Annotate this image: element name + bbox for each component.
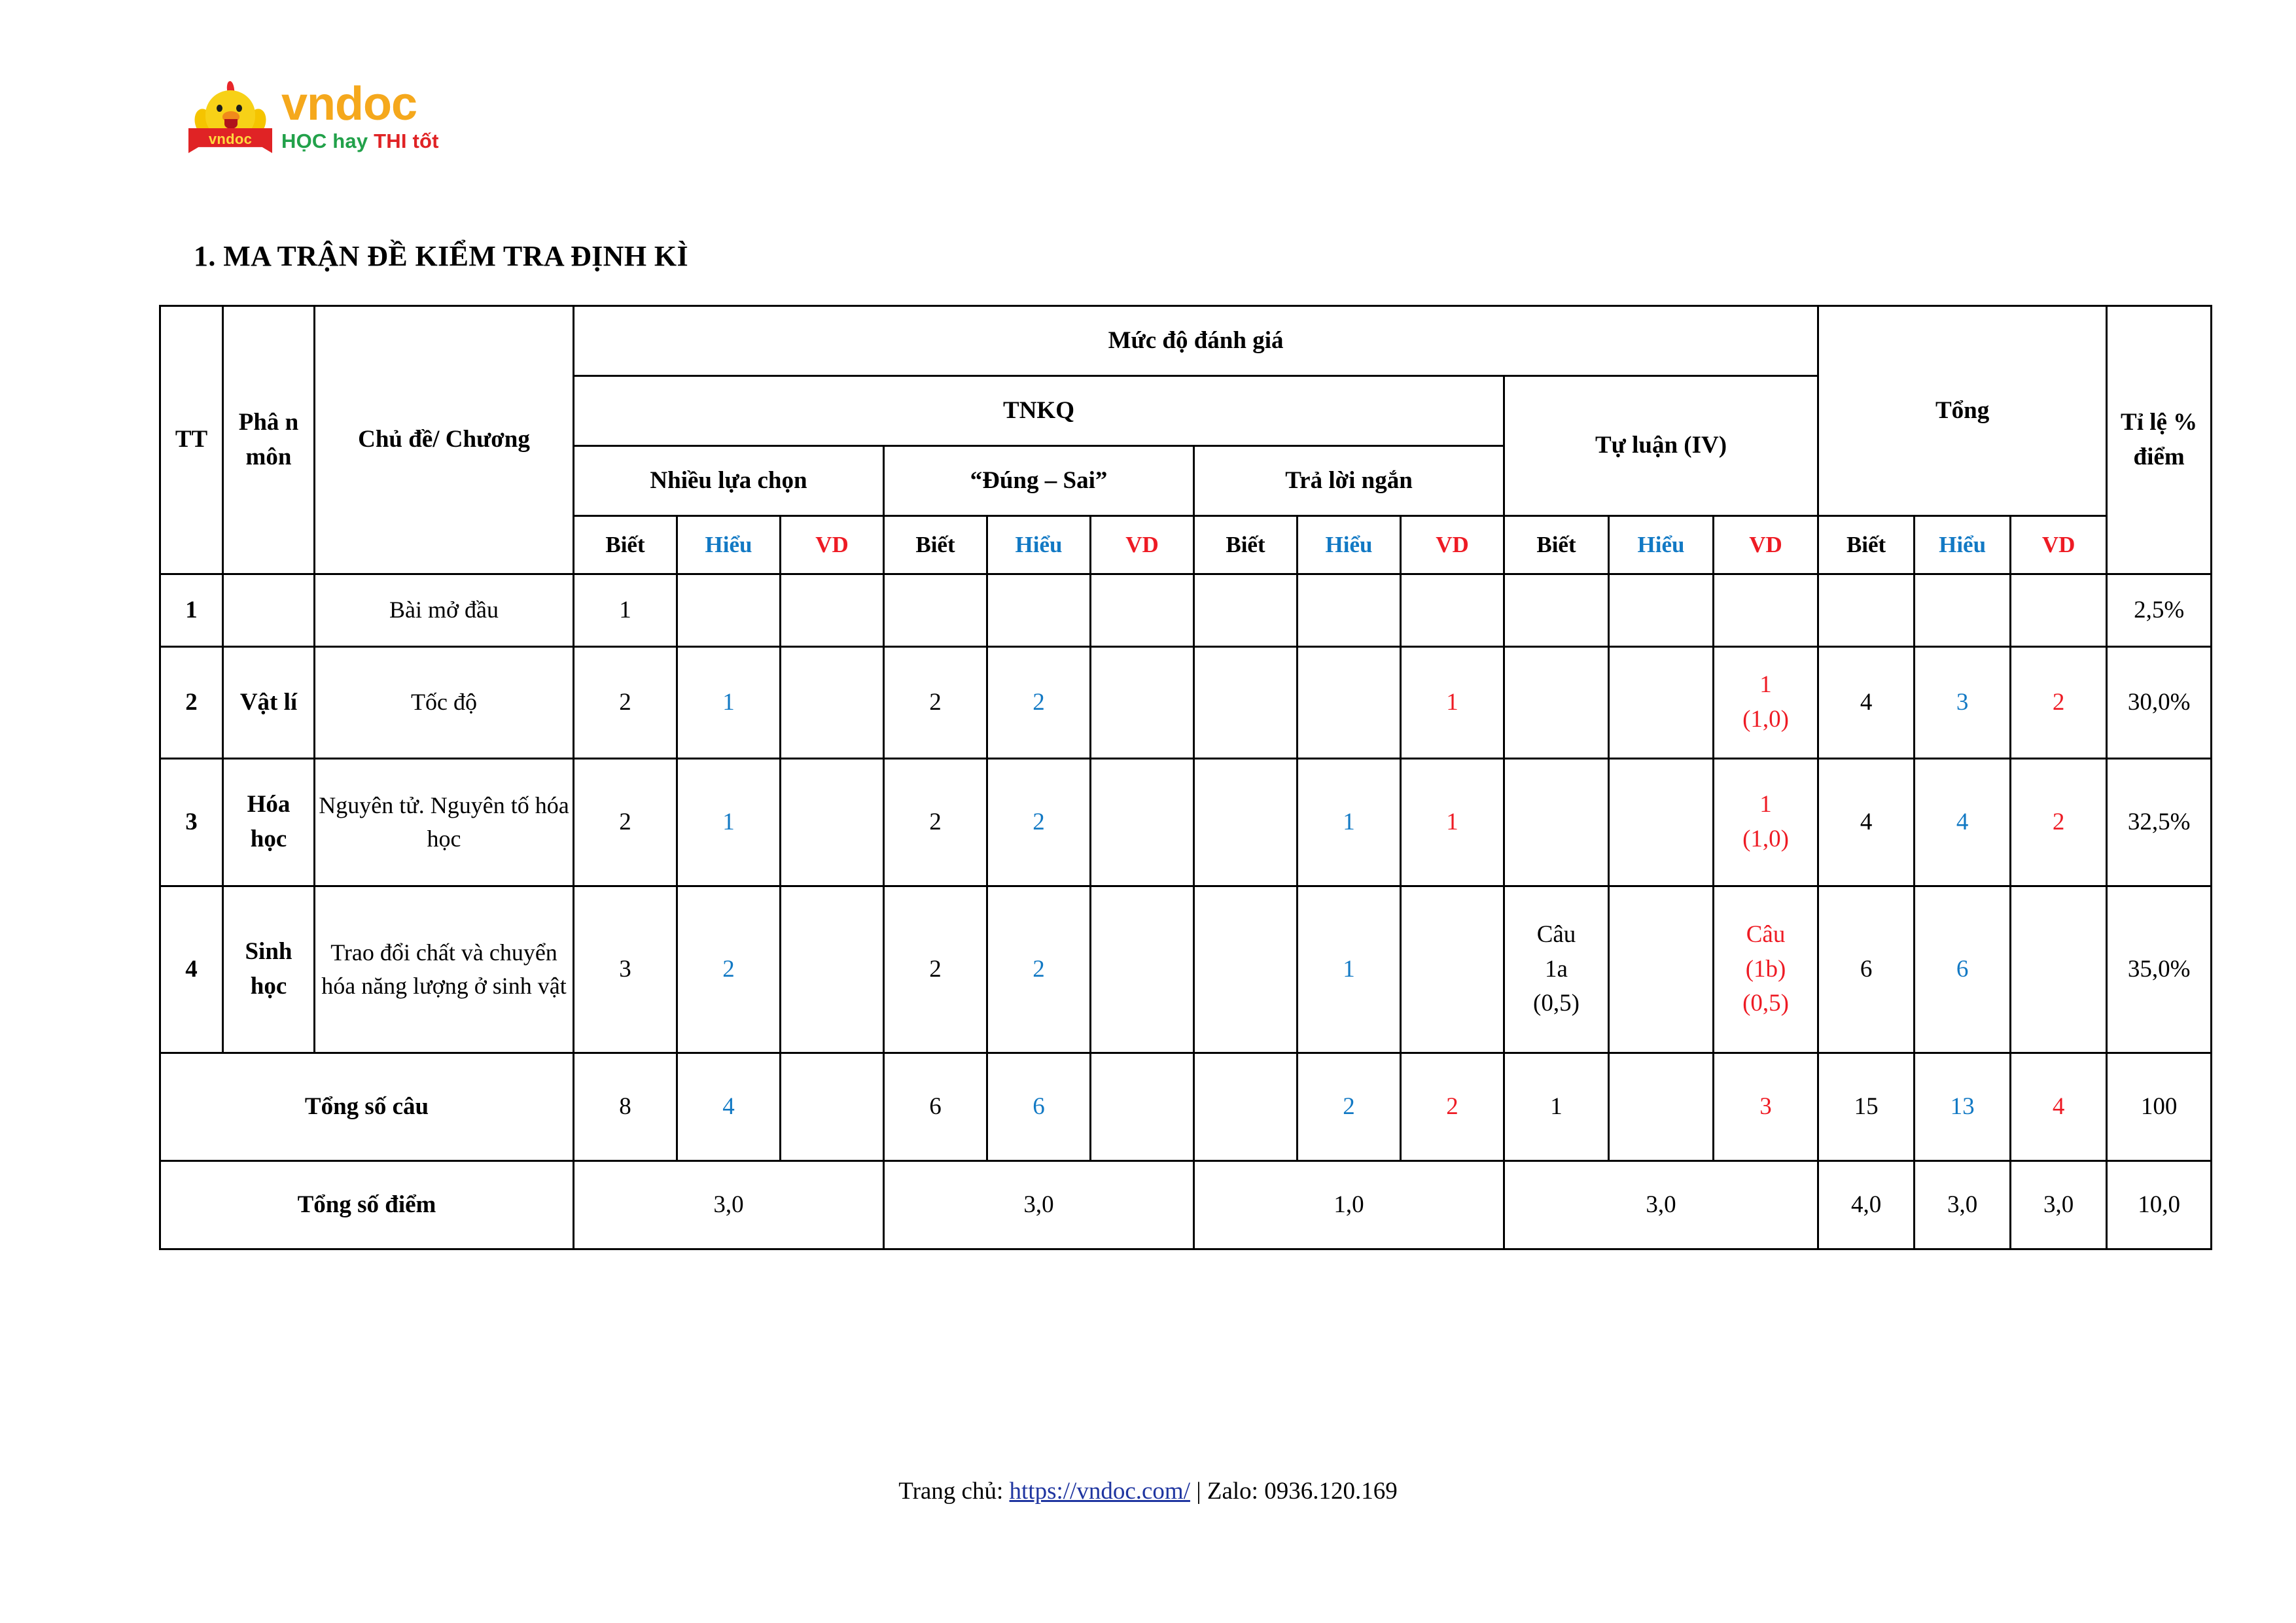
table-row: [160, 759, 2212, 886]
cell-tong-vd: [2011, 886, 2107, 1053]
totals-mc-biet: 8: [574, 1053, 677, 1161]
cell-tl-vd: 1 (1,0): [1714, 759, 1818, 886]
totals-tln-hieu: 2: [1298, 1053, 1401, 1161]
totals-tong-vd: 4: [2011, 1053, 2107, 1161]
header-chu-de: Chủ đề/ Chương: [315, 306, 574, 574]
cell-ds-hieu: [987, 574, 1091, 647]
header-ti-le: Tỉ lệ % điểm: [2107, 306, 2212, 574]
cell-ds-biet: 2: [884, 886, 987, 1053]
cell-ds-hieu: 2: [987, 759, 1091, 886]
cell-chu-de: Trao đổi chất và chuyển hóa năng lượng ở sinh vật: [315, 886, 574, 1053]
cell-mc-hieu: 2: [677, 886, 781, 1053]
totals-ti-le: 100: [2107, 1053, 2212, 1161]
cell-ds-biet: 2: [884, 759, 987, 886]
eye-right-shape: [236, 105, 242, 112]
totals-points-tong-biet: 4,0: [1818, 1161, 1915, 1249]
cell-tl-hieu: [1609, 759, 1714, 886]
cell-tong-biet: 6: [1818, 886, 1915, 1053]
header-phan-mon: Phâ n môn: [223, 306, 315, 574]
cell-tong-vd: [2011, 574, 2107, 647]
header-dung-sai: “Đúng – Sai”: [884, 446, 1194, 516]
cell-tln-biet: [1194, 886, 1298, 1053]
ribbon-label: vndoc: [208, 131, 253, 147]
totals-points-mc: 3,0: [574, 1161, 884, 1249]
totals-tln-biet: [1194, 1053, 1298, 1161]
cell-mc-hieu: 1: [677, 647, 781, 759]
cell-mc-vd: [781, 886, 884, 1053]
header-tl-hieu: Hiểu: [1609, 516, 1714, 574]
logo-tagline-hoc: HỌC hay: [281, 130, 368, 153]
page-footer: [0, 1477, 2296, 1505]
cell-tl-vd: Câu (1b) (0,5): [1714, 886, 1818, 1053]
totals-points-row: [160, 1161, 2212, 1249]
cell-phan-mon: Hóa học: [223, 759, 315, 886]
table-row: [160, 886, 2212, 1053]
totals-count-row: [160, 1053, 2212, 1161]
totals-tl-biet: 1: [1504, 1053, 1609, 1161]
totals-points-label: Tổng số điểm: [160, 1161, 574, 1249]
header-ds-vd: VD: [1091, 516, 1194, 574]
cell-tln-biet: [1194, 574, 1298, 647]
cell-tln-biet: [1194, 759, 1298, 886]
cell-tln-hieu: 1: [1298, 759, 1401, 886]
cell-chu-de: Tốc độ: [315, 647, 574, 759]
page-title: 1. MA TRẬN ĐỀ KIỂM TRA ĐỊNH KÌ: [194, 240, 689, 272]
totals-ds-vd: [1091, 1053, 1194, 1161]
eye-left-shape: [217, 105, 222, 112]
cell-ds-biet: 2: [884, 647, 987, 759]
header-tl-vd: VD: [1714, 516, 1818, 574]
cell-ti-le: 35,0%: [2107, 886, 2212, 1053]
exam-matrix-table: [159, 305, 2212, 1250]
totals-points-tln: 1,0: [1194, 1161, 1504, 1249]
header-tong-vd: VD: [2011, 516, 2107, 574]
cell-ds-vd: [1091, 759, 1194, 886]
cell-tl-hieu: [1609, 574, 1714, 647]
table-row: [160, 647, 2212, 759]
cell-tl-hieu: [1609, 886, 1714, 1053]
totals-count-label: Tổng số câu: [160, 1053, 574, 1161]
cell-phan-mon: [223, 574, 315, 647]
header-tnkq: TNKQ: [574, 376, 1504, 446]
logo-tagline: [281, 130, 439, 153]
cell-ti-le: 32,5%: [2107, 759, 2212, 886]
cell-tong-vd: 2: [2011, 647, 2107, 759]
totals-points-ds: 3,0: [884, 1161, 1194, 1249]
header-ds-hieu: Hiểu: [987, 516, 1091, 574]
totals-tln-vd: 2: [1401, 1053, 1504, 1161]
logo-brand-text: vndoc: [281, 77, 417, 130]
header-tong-biet: Biết: [1818, 516, 1915, 574]
cell-tong-hieu: 3: [1915, 647, 2011, 759]
cell-tl-biet: Câu 1a (0,5): [1504, 886, 1609, 1053]
totals-ds-biet: 6: [884, 1053, 987, 1161]
cell-mc-biet: 1: [574, 574, 677, 647]
cell-mc-vd: [781, 647, 884, 759]
cell-ds-hieu: 2: [987, 886, 1091, 1053]
chick-mascot-icon: [188, 79, 272, 156]
header-tu-luan: Tự luận (IV): [1504, 376, 1818, 516]
cell-mc-hieu: 1: [677, 759, 781, 886]
cell-tl-vd: 1 (1,0): [1714, 647, 1818, 759]
cell-tong-vd: 2: [2011, 759, 2107, 886]
cell-tl-biet: [1504, 759, 1609, 886]
cell-chu-de: Nguyên tử. Nguyên tố hóa học: [315, 759, 574, 886]
cell-tong-hieu: 6: [1915, 886, 2011, 1053]
cell-tong-hieu: [1915, 574, 2011, 647]
cell-tt: 3: [160, 759, 223, 886]
cell-tln-vd: 1: [1401, 647, 1504, 759]
table-row: [160, 574, 2212, 647]
cell-tln-vd: [1401, 886, 1504, 1053]
totals-points-tong-vd: 3,0: [2011, 1161, 2107, 1249]
footer-suffix: | Zalo: 0936.120.169: [1190, 1478, 1398, 1505]
header-mc-vd: VD: [781, 516, 884, 574]
cell-ti-le: 2,5%: [2107, 574, 2212, 647]
logo-wordmark: [281, 77, 439, 154]
vndoc-logo: [188, 79, 439, 156]
header-tong-hieu: Hiểu: [1915, 516, 2011, 574]
logo-tagline-thi: THI tốt: [374, 130, 439, 153]
totals-tong-biet: 15: [1818, 1053, 1915, 1161]
cell-ds-biet: [884, 574, 987, 647]
totals-ds-hieu: 6: [987, 1053, 1091, 1161]
header-mc-hieu: Hiểu: [677, 516, 781, 574]
cell-tln-hieu: [1298, 647, 1401, 759]
cell-phan-mon: Sinh học: [223, 886, 315, 1053]
cell-tt: 1: [160, 574, 223, 647]
footer-prefix: Trang chủ:: [898, 1478, 1010, 1505]
totals-mc-vd: [781, 1053, 884, 1161]
totals-points-ti-le: 10,0: [2107, 1161, 2212, 1249]
cell-tl-vd: [1714, 574, 1818, 647]
cell-tln-hieu: 1: [1298, 886, 1401, 1053]
header-muc-do: Mức độ đánh giá: [574, 306, 1818, 376]
cell-tong-biet: 4: [1818, 647, 1915, 759]
cell-mc-biet: 2: [574, 647, 677, 759]
header-tl-biet: Biết: [1504, 516, 1609, 574]
cell-chu-de: Bài mở đầu: [315, 574, 574, 647]
cell-mc-vd: [781, 574, 884, 647]
cell-tl-hieu: [1609, 647, 1714, 759]
cell-tt: 4: [160, 886, 223, 1053]
cell-mc-hieu: [677, 574, 781, 647]
header-tln-biet: Biết: [1194, 516, 1298, 574]
totals-tl-vd: 3: [1714, 1053, 1818, 1161]
totals-points-tl: 3,0: [1504, 1161, 1818, 1249]
cell-ds-vd: [1091, 886, 1194, 1053]
cell-tong-hieu: 4: [1915, 759, 2011, 886]
cell-tl-biet: [1504, 574, 1609, 647]
header-ds-biet: Biết: [884, 516, 987, 574]
header-nhieu-lua-chon: Nhiều lựa chọn: [574, 446, 884, 516]
cell-ds-hieu: 2: [987, 647, 1091, 759]
header-tln-hieu: Hiểu: [1298, 516, 1401, 574]
exam-matrix-table-wrap: [159, 305, 2198, 1250]
totals-tong-hieu: 13: [1915, 1053, 2011, 1161]
table-header-row-1: [160, 306, 2212, 376]
cell-mc-vd: [781, 759, 884, 886]
totals-mc-hieu: 4: [677, 1053, 781, 1161]
cell-mc-biet: 3: [574, 886, 677, 1053]
header-mc-biet: Biết: [574, 516, 677, 574]
cell-tln-vd: [1401, 574, 1504, 647]
cell-tong-biet: 4: [1818, 759, 1915, 886]
cell-tln-biet: [1194, 647, 1298, 759]
cell-phan-mon: Vật lí: [223, 647, 315, 759]
totals-tl-hieu: [1609, 1053, 1714, 1161]
cell-ti-le: 30,0%: [2107, 647, 2212, 759]
mouth-shape: [224, 119, 238, 129]
homepage-link[interactable]: https://vndoc.com/: [1009, 1478, 1190, 1505]
header-tln-vd: VD: [1401, 516, 1504, 574]
cell-ds-vd: [1091, 574, 1194, 647]
header-tong: Tổng: [1818, 306, 2107, 516]
cell-tln-hieu: [1298, 574, 1401, 647]
cell-tln-vd: 1: [1401, 759, 1504, 886]
header-tra-loi-ngan: Trả lời ngắn: [1194, 446, 1504, 516]
cell-mc-biet: 2: [574, 759, 677, 886]
header-tt: TT: [160, 306, 223, 574]
cell-ds-vd: [1091, 647, 1194, 759]
cell-tl-biet: [1504, 647, 1609, 759]
totals-points-tong-hieu: 3,0: [1915, 1161, 2011, 1249]
cell-tong-biet: [1818, 574, 1915, 647]
cell-tt: 2: [160, 647, 223, 759]
